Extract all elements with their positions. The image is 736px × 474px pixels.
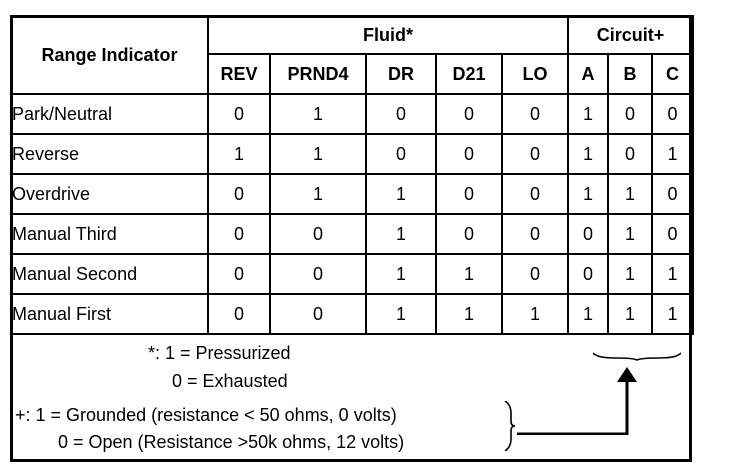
column-header-dr: DR bbox=[366, 54, 436, 94]
cell-rev: 0 bbox=[208, 174, 270, 214]
row-label: Reverse bbox=[11, 134, 208, 174]
cell-a: 0 bbox=[568, 214, 608, 254]
table-row bbox=[11, 214, 693, 254]
cell-lo: 0 bbox=[502, 254, 568, 294]
fluid-header: Fluid* bbox=[208, 16, 568, 54]
cell-c: 1 bbox=[652, 254, 693, 294]
fluid-note-pressurized: *: 1 = Pressurized bbox=[148, 343, 291, 363]
cell-lo: 0 bbox=[502, 134, 568, 174]
column-header-prnd4: PRND4 bbox=[270, 54, 366, 94]
cell-prnd4: 0 bbox=[270, 214, 366, 254]
cell-rev: 1 bbox=[208, 134, 270, 174]
cell-rev: 0 bbox=[208, 254, 270, 294]
range-indicator-header-text: Range Indicator bbox=[41, 45, 178, 65]
range-indicator-table bbox=[10, 15, 694, 335]
cell-dr: 1 bbox=[366, 174, 436, 214]
cell-rev: 0 bbox=[208, 214, 270, 254]
cell-c: 0 bbox=[652, 174, 693, 214]
fluid-note-exhausted: 0 = Exhausted bbox=[172, 371, 288, 391]
cell-b: 0 bbox=[608, 94, 652, 134]
cell-prnd4: 1 bbox=[270, 174, 366, 214]
cell-dr: 0 bbox=[366, 94, 436, 134]
row-label: Park/Neutral bbox=[11, 94, 208, 134]
table-row bbox=[11, 174, 693, 214]
cell-d21: 0 bbox=[436, 174, 502, 214]
cell-b: 0 bbox=[608, 134, 652, 174]
cell-a: 1 bbox=[568, 134, 608, 174]
cell-lo: 0 bbox=[502, 174, 568, 214]
table-row bbox=[11, 134, 693, 174]
cell-rev: 0 bbox=[208, 94, 270, 134]
cell-d21: 0 bbox=[436, 134, 502, 174]
cell-c: 0 bbox=[652, 94, 693, 134]
column-header-b: B bbox=[608, 54, 652, 94]
cell-d21: 0 bbox=[436, 94, 502, 134]
cell-prnd4: 0 bbox=[270, 254, 366, 294]
cell-d21: 1 bbox=[436, 254, 502, 294]
cell-prnd4: 1 bbox=[270, 134, 366, 174]
cell-rev: 0 bbox=[208, 294, 270, 334]
cell-dr: 1 bbox=[366, 214, 436, 254]
circuit-brace-icon bbox=[593, 351, 681, 361]
cell-b: 1 bbox=[608, 294, 652, 334]
circuit-note-grounded: +: 1 = Grounded (resistance < 50 ohms, 0 volts) bbox=[15, 405, 397, 425]
cell-d21: 0 bbox=[436, 214, 502, 254]
cell-b: 1 bbox=[608, 214, 652, 254]
cell-c: 0 bbox=[652, 214, 693, 254]
cell-c: 1 bbox=[652, 134, 693, 174]
cell-prnd4: 1 bbox=[270, 94, 366, 134]
cell-dr: 1 bbox=[366, 294, 436, 334]
range-indicator-header bbox=[11, 16, 208, 94]
circuit-note-open: 0 = Open (Resistance >50k ohms, 12 volts) bbox=[58, 432, 405, 452]
cell-c: 1 bbox=[652, 294, 693, 334]
row-label: Manual Second bbox=[11, 254, 208, 294]
cell-b: 1 bbox=[608, 254, 652, 294]
cell-dr: 0 bbox=[366, 134, 436, 174]
cell-a: 0 bbox=[568, 254, 608, 294]
table-row bbox=[11, 294, 693, 334]
table-row bbox=[11, 254, 693, 294]
legend-notes bbox=[13, 337, 689, 459]
row-label: Manual First bbox=[11, 294, 208, 334]
column-header-lo: LO bbox=[502, 54, 568, 94]
column-header-rev: REV bbox=[208, 54, 270, 94]
cell-b: 1 bbox=[608, 174, 652, 214]
cell-d21: 1 bbox=[436, 294, 502, 334]
column-header-a: A bbox=[568, 54, 608, 94]
column-header-d21: D21 bbox=[436, 54, 502, 94]
row-label: Overdrive bbox=[11, 174, 208, 214]
cell-a: 1 bbox=[568, 174, 608, 214]
cell-lo: 1 bbox=[502, 294, 568, 334]
arrow-icon bbox=[513, 365, 653, 435]
cell-lo: 0 bbox=[502, 214, 568, 254]
cell-a: 1 bbox=[568, 294, 608, 334]
table-row bbox=[11, 94, 693, 134]
row-label: Manual Third bbox=[11, 214, 208, 254]
cell-prnd4: 0 bbox=[270, 294, 366, 334]
cell-dr: 1 bbox=[366, 254, 436, 294]
column-header-c: C bbox=[652, 54, 693, 94]
circuit-header: Circuit+ bbox=[568, 16, 693, 54]
cell-a: 1 bbox=[568, 94, 608, 134]
cell-lo: 0 bbox=[502, 94, 568, 134]
